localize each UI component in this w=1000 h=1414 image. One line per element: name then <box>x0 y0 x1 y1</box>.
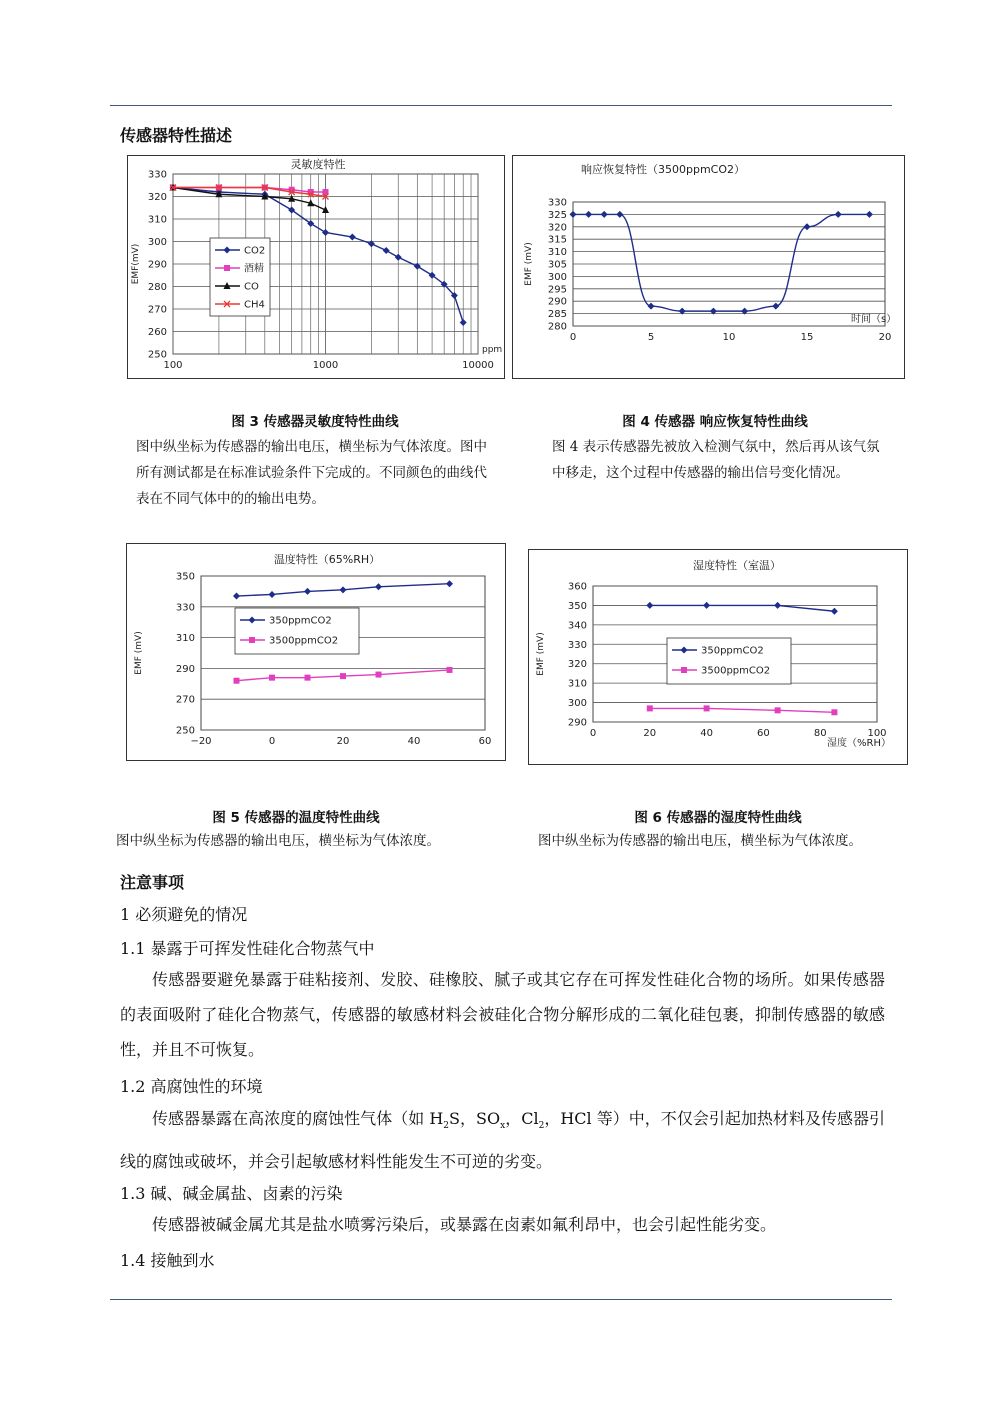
y-tick-label: 290 <box>547 296 567 308</box>
y-axis-label: EMF(mV) <box>131 243 141 285</box>
y-tick-label: 270 <box>147 304 167 316</box>
y-tick-label: 285 <box>547 309 567 321</box>
y-tick-label: 250 <box>147 349 167 361</box>
x-tick-label: −20 <box>190 736 212 747</box>
y-tick-label: 320 <box>567 659 587 671</box>
data-point <box>376 672 382 678</box>
temperature-chart <box>126 543 506 761</box>
y-tick-label: 300 <box>547 271 567 283</box>
y-tick-label: 280 <box>547 321 567 333</box>
y-tick-label: 260 <box>147 327 167 338</box>
chart-title: 湿度特性（室温） <box>693 559 781 572</box>
p12-text-b: S，SO <box>449 1109 501 1128</box>
paragraph-1-1: 传感器要避免暴露于硅粘接剂、发胶、硅橡胶、腻子或其它存在可挥发性硅化合物的场所。如果传感器的表面吸附了硅化合物蒸气，传感器的敏感材料会被硅化合物分解形成的二氧化硅包裹，抑制传感器的敏感性，并且不可恢复。 <box>120 970 885 1059</box>
y-axis-label: EMF (mV) <box>536 632 546 676</box>
x-tick-label: 0 <box>268 736 276 747</box>
x-tick-label: 100 <box>163 360 183 371</box>
x-tick-label: 0 <box>569 332 577 343</box>
section-title: 传感器特性描述 <box>120 126 233 145</box>
y-tick-label: 330 <box>567 639 587 651</box>
paragraph-1-3: 传感器被碱金属尤其是盐水喷雾污染后，或暴露在卤素如氟利昂中，也会引起性能劣变。 <box>152 1215 777 1234</box>
y-tick-label: 310 <box>175 633 195 645</box>
y-tick-label: 270 <box>175 694 195 706</box>
heading-1-1: 1.1 暴露于可挥发性硅化合物蒸气中 <box>120 939 375 958</box>
fig6-description: 图中纵坐标为传感器的输出电压，横坐标为气体浓度。 <box>538 833 862 849</box>
x-axis-label: 时间（s） <box>851 314 897 325</box>
y-tick-label: 300 <box>147 237 167 248</box>
legend-label: 350ppmCO2 <box>701 645 764 657</box>
data-point <box>234 678 240 684</box>
data-point <box>704 705 710 711</box>
fig4-description: 图 4 表示传感器先被放入检测气氛中，然后再从该气氛中移走，这个过程中传感器的输出信号变化情况。 <box>552 439 880 481</box>
legend-label: 3500ppmCO2 <box>269 635 339 647</box>
legend-label: CO <box>244 281 259 293</box>
data-point <box>340 673 346 679</box>
y-tick-label: 280 <box>147 282 167 293</box>
y-tick-label: 360 <box>567 581 587 593</box>
x-tick-label: 60 <box>757 728 770 739</box>
data-point <box>831 709 837 715</box>
data-point <box>269 675 275 681</box>
data-point <box>647 705 653 711</box>
y-tick-label: 290 <box>175 663 195 675</box>
y-tick-label: 290 <box>147 259 167 271</box>
heading-1-3: 1.3 碱、碱金属盐、卤素的污染 <box>120 1184 343 1203</box>
fig3-description: 图中纵坐标为传感器的输出电压，横坐标为气体浓度。图中所有测试都是在标准试验条件下完成的。不同颜色的曲线代表在不同气体中的的输出电势。 <box>136 439 487 507</box>
chart-title: 响应恢复特性（3500ppmCO2） <box>580 163 746 176</box>
y-tick-label: 350 <box>175 571 195 583</box>
fig5-description: 图中纵坐标为传感器的输出电压，横坐标为气体浓度。 <box>116 833 440 849</box>
notes-title: 注意事项 <box>120 873 185 892</box>
y-tick-label: 310 <box>147 214 167 226</box>
x-tick-label: 20 <box>878 332 892 343</box>
y-tick-label: 330 <box>147 169 167 181</box>
x-tick-label: 40 <box>700 728 713 739</box>
y-tick-label: 320 <box>147 192 167 203</box>
x-tick-label: 60 <box>478 736 492 747</box>
data-point <box>447 667 453 673</box>
legend-label: 3500ppmCO2 <box>701 665 771 677</box>
response-chart <box>512 155 905 379</box>
paragraph-1-2 <box>120 1101 885 1179</box>
x-tick-label: 100 <box>867 728 887 739</box>
x-tick-label: 80 <box>813 728 827 739</box>
x-axis-label: 湿度（%RH） <box>827 738 891 749</box>
data-point <box>305 675 311 681</box>
legend-label: 350ppmCO2 <box>269 615 332 627</box>
legend-marker <box>224 265 230 271</box>
legend-label: CH4 <box>244 299 265 311</box>
fig3-caption: 图 3 传感器灵敏度特性曲线 <box>231 414 399 430</box>
y-tick-label: 325 <box>547 209 567 221</box>
y-tick-label: 315 <box>547 234 567 246</box>
legend-label: 酒精 <box>244 263 264 275</box>
p12-sub-1: 2 <box>443 1121 450 1132</box>
y-tick-label: 250 <box>175 725 195 737</box>
p12-text-a: 传感器暴露在高浓度的腐蚀性气体（如 H <box>152 1109 444 1128</box>
y-tick-label: 310 <box>567 678 587 690</box>
fig6-caption: 图 6 传感器的湿度特性曲线 <box>634 810 802 826</box>
legend-marker <box>249 637 255 643</box>
x-tick-label: 15 <box>800 332 814 343</box>
humidity-chart <box>528 549 908 765</box>
y-tick-label: 340 <box>567 620 587 632</box>
x-tick-label: 5 <box>647 332 655 343</box>
y-tick-label: 310 <box>547 247 567 259</box>
x-tick-label: 1000 <box>312 360 339 371</box>
x-tick-label: 10 <box>722 332 736 343</box>
data-point <box>775 707 781 713</box>
fig5-caption: 图 5 传感器的温度特性曲线 <box>212 810 380 826</box>
p12-text-d: ，HCl 等）中，不仅会引起加热材料及传感器引线的腐蚀或破坏，并会引起敏感材料性能发生不可逆的劣变。 <box>120 1109 885 1172</box>
p12-sub-2: x <box>500 1121 506 1132</box>
x-tick-label: 20 <box>336 736 350 747</box>
x-tick-label: 10000 <box>462 360 494 371</box>
heading-1-2: 1.2 高腐蚀性的环境 <box>120 1077 263 1096</box>
y-axis-label: EMF (mV) <box>134 631 144 675</box>
legend-label: CO2 <box>244 245 266 257</box>
y-tick-label: 330 <box>175 602 195 614</box>
heading-1: 1 必须避免的情况 <box>120 905 248 924</box>
fig4-caption: 图 4 传感器 响应恢复特性曲线 <box>622 414 808 430</box>
y-tick-label: 330 <box>547 197 567 209</box>
top-rule <box>110 105 892 106</box>
y-tick-label: 300 <box>567 698 587 710</box>
bottom-rule <box>110 1299 892 1300</box>
sensitivity-chart <box>127 155 505 379</box>
legend-marker <box>681 667 687 673</box>
y-tick-label: 350 <box>567 600 587 612</box>
y-tick-label: 320 <box>547 222 567 234</box>
heading-1-4: 1.4 接触到水 <box>120 1251 215 1270</box>
y-tick-label: 295 <box>547 284 567 296</box>
x-tick-label: 0 <box>589 728 597 739</box>
p12-sub-3: 2 <box>538 1121 545 1132</box>
x-tick-label: 20 <box>643 728 657 739</box>
chart-title: 灵敏度特性 <box>290 158 346 171</box>
y-tick-label: 305 <box>547 259 567 271</box>
p12-text-c: ，Cl <box>505 1109 539 1128</box>
y-tick-label: 290 <box>567 717 587 729</box>
x-axis-label: ppm <box>482 345 503 355</box>
chart-title: 温度特性（65%RH） <box>273 553 381 566</box>
x-tick-label: 40 <box>407 736 421 747</box>
y-axis-label: EMF (mV) <box>524 242 534 286</box>
